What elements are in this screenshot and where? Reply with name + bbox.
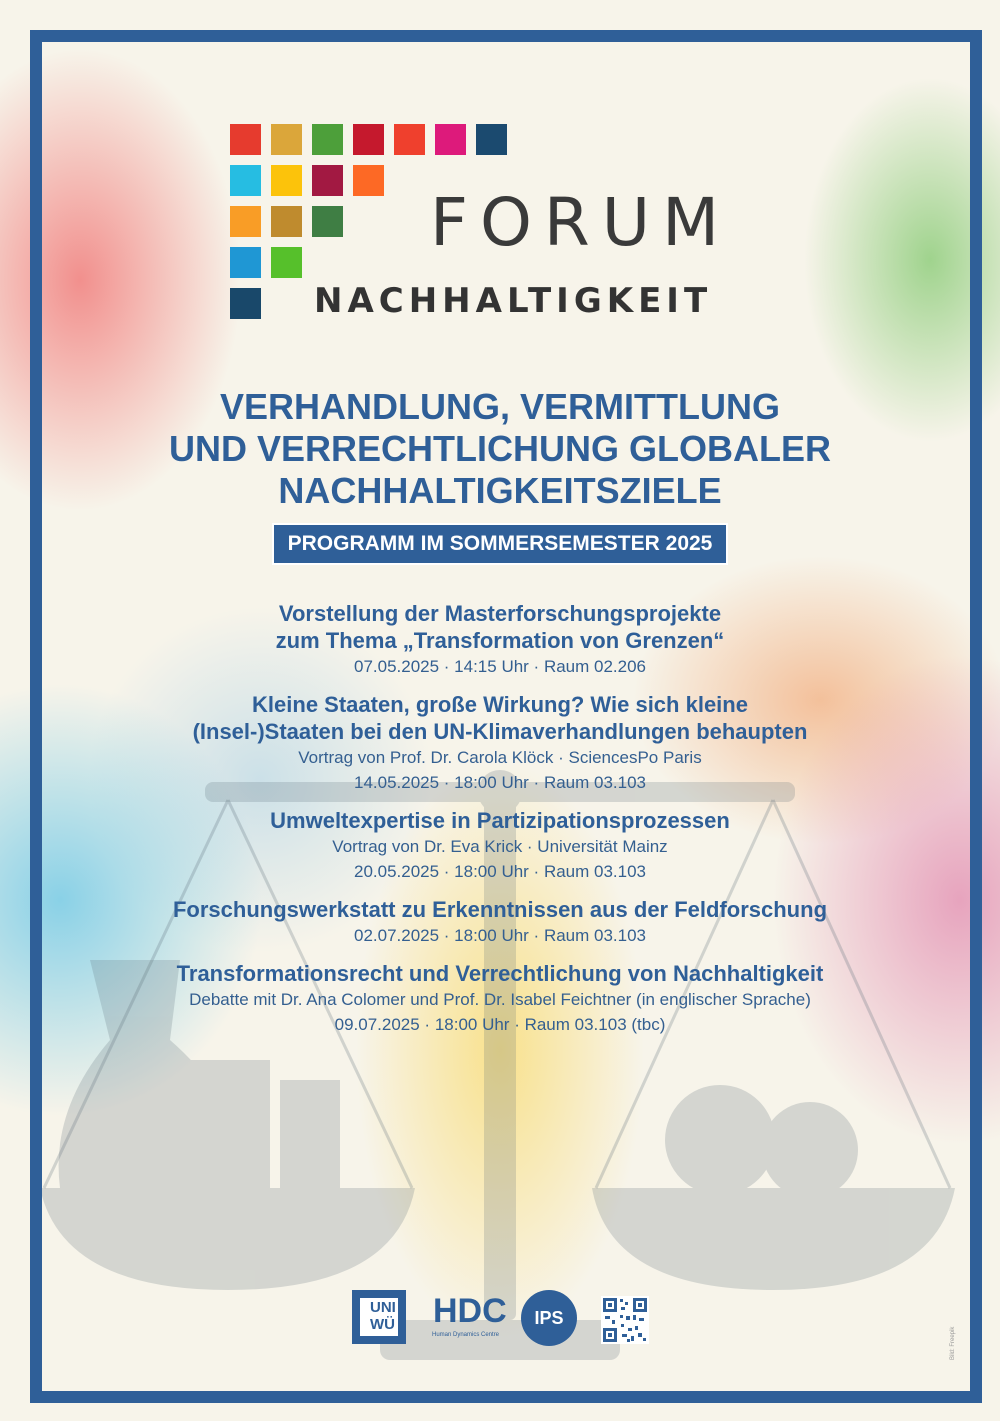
image-credit: Bild: Freepik [950,1326,956,1360]
ips-logo[interactable]: IPS [521,1290,577,1346]
event-item [60,691,940,795]
logo-square [312,206,343,237]
event-speaker: Debatte mit Dr. Ana Colomer und Prof. Dr. Isabel Feichtner (in englischer Sprache) [189,990,811,1009]
event-details: 14.05.2025 · 18:00 Uhr · Raum 03.103 [353,773,647,792]
uni-logo-line: UNI [370,1299,396,1316]
forum-logo [230,124,790,324]
qr-code-icon[interactable] [601,1296,649,1344]
uni-wuerzburg-logo[interactable] [352,1290,406,1344]
logo-square [312,124,343,155]
event-list [60,600,940,1049]
uni-logo-text [370,1299,396,1333]
event-details: 09.07.2025 · 18:00 Uhr · Raum 03.103 (tbc) [334,1015,666,1034]
event-details: 02.07.2025 · 18:00 Uhr · Raum 03.103 [353,926,647,945]
uni-logo-line: WÜ [370,1316,395,1333]
logo-square [394,124,425,155]
logo-square [230,247,261,278]
event-title: Transformationsrecht und Verrechtlichung von Nachhaltigkeit [176,961,824,986]
logo-square [271,165,302,196]
event-item [60,807,940,884]
program-badge-wrap [0,523,1000,565]
event-speaker: Vortrag von Prof. Dr. Carola Klöck · SciencesPo Paris [298,748,702,767]
page-title [60,386,940,512]
hdc-logo[interactable]: HDC [433,1292,507,1330]
logo-nachhaltigkeit-text: NACHHALTIGKEIT [314,281,713,321]
logo-square [230,206,261,237]
event-item [60,600,940,679]
event-title: Umweltexpertise in Partizipationsprozessen [270,808,730,833]
logo-square [312,165,343,196]
logo-square [271,124,302,155]
title-line: NACHHALTIGKEITSZIELE [278,470,722,511]
event-title: Vorstellung der Masterforschungsprojekte [278,601,722,626]
logo-square [230,165,261,196]
event-speaker: Vortrag von Dr. Eva Krick · Universität Mainz [332,837,668,856]
logo-square [271,247,302,278]
hdc-subtitle: Human Dynamics Centre [432,1332,500,1338]
logo-square [271,206,302,237]
title-line: UND VERRECHTLICHUNG GLOBALER [169,428,831,469]
title-line: VERHANDLUNG, VERMITTLUNG [220,386,780,427]
event-title: zum Thema „Transformation von Grenzen“ [275,628,725,653]
logo-square [353,124,384,155]
logo-square [353,165,384,196]
event-title: (Insel-)Staaten bei den UN-Klimaverhandlungen behaupten [192,719,808,744]
event-details: 20.05.2025 · 18:00 Uhr · Raum 03.103 [353,862,647,881]
logo-square [230,288,261,319]
event-item [60,896,940,948]
logo-square [435,124,466,155]
event-item [60,960,940,1037]
partner-logos [0,1290,1000,1350]
logo-square [476,124,507,155]
logo-forum-text: FORUM [430,184,732,261]
event-title: Forschungswerkstatt zu Erkenntnissen aus der Feldforschung [172,897,828,922]
program-badge: PROGRAMM IM SOMMERSEMESTER 2025 [272,523,729,565]
logo-square [230,124,261,155]
event-details: 07.05.2025 · 14:15 Uhr · Raum 02.206 [353,657,647,676]
event-title: Kleine Staaten, große Wirkung? Wie sich kleine [252,692,748,717]
